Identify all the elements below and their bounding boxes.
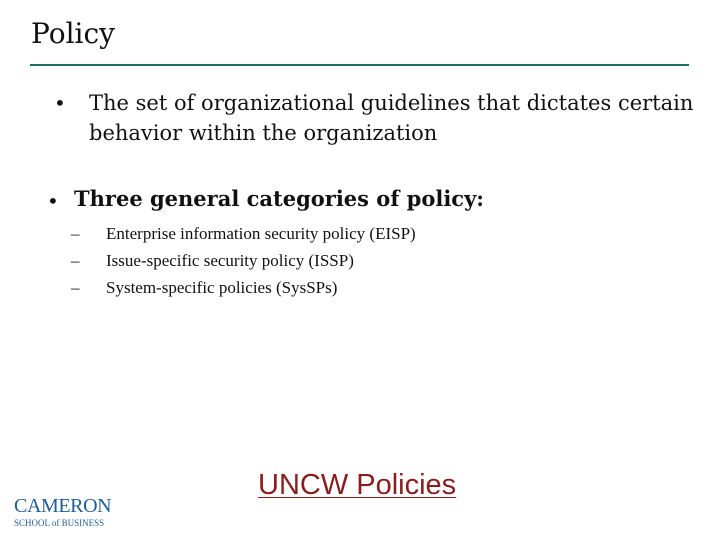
policy-definition: The set of organizational guidelines that dictates certain behavior within the organization (89, 91, 694, 145)
list-item (71, 274, 591, 301)
bullet-icon: • (47, 189, 59, 213)
list-item-text: Issue-specific security policy (ISSP) (106, 251, 354, 270)
page-title: Policy (31, 17, 115, 50)
policy-categories-heading: Three general categories of policy: (74, 186, 485, 211)
list-item-text: Enterprise information security policy (EISP) (106, 224, 416, 243)
dash-icon: – (71, 224, 80, 243)
cameron-logo (14, 495, 112, 530)
list-item-text: System-specific policies (SysSPs) (106, 278, 338, 297)
policy-categories-list (71, 220, 591, 301)
uncw-policies-link[interactable]: UNCW Policies (258, 469, 457, 501)
bullet-icon: • (54, 91, 66, 115)
list-item (71, 247, 591, 274)
title-divider (30, 64, 689, 66)
logo-sub-text: SCHOOL of BUSINESS (14, 518, 105, 528)
list-item (71, 220, 591, 247)
logo-main-text: CAMERON (14, 495, 112, 517)
dash-icon: – (71, 251, 80, 270)
dash-icon: – (71, 278, 80, 297)
